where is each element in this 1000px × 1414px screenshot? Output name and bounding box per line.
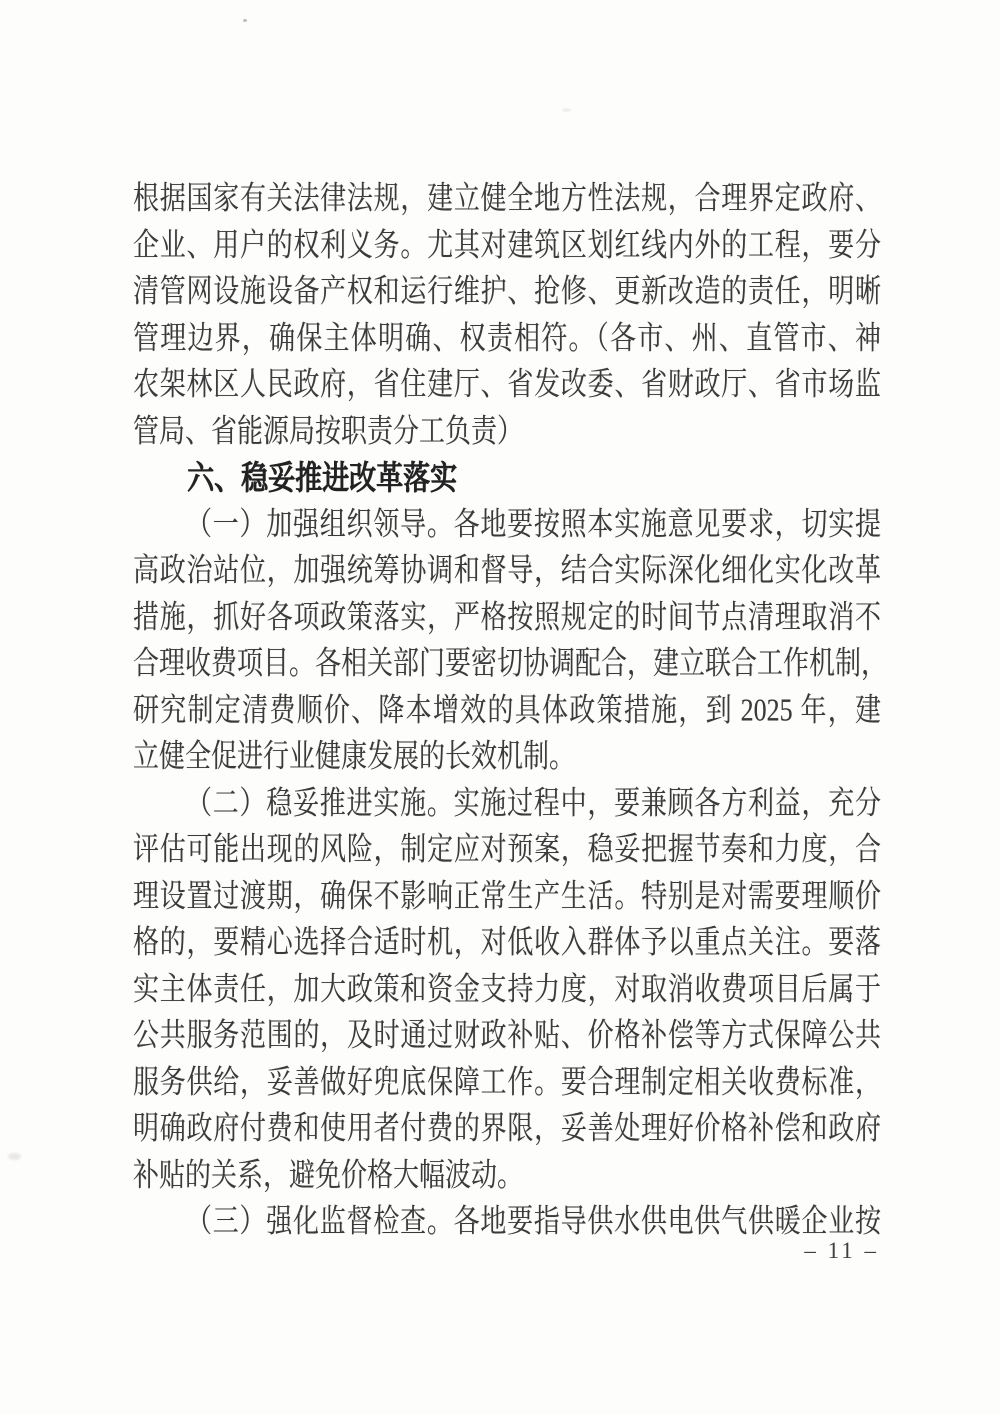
scan-smudge-artifact bbox=[562, 108, 571, 112]
text-line: 高政治站位，加强统筹协调和督导，结合实际深化细化实化改革 bbox=[133, 552, 881, 589]
text-line: （一）加强组织领导。各地要按照本实施意见要求，切实提 bbox=[186, 506, 881, 542]
section-heading: 六、稳妥推进改革落实 bbox=[187, 459, 457, 497]
text-line: 立健全促进行业健康发展的长效机制。 bbox=[133, 738, 576, 775]
text-line: 根据国家有关法律法规，建立健全地方性法规，合理界定政府、 bbox=[133, 180, 881, 217]
text-line: （二）稳妥推进实施。实施过程中，要兼顾各方利益，充分 bbox=[186, 785, 881, 821]
text-line: 管局、省能源局按职责分工负责） bbox=[133, 413, 524, 449]
text-line: 措施，抓好各项政策落实，严格按照规定的时间节点清理取消不 bbox=[133, 599, 881, 635]
scan-edge-smudge-artifact bbox=[8, 1153, 21, 1160]
text-line: （三）强化监督检查。各地要指导供水供电供气供暖企业按 bbox=[186, 1203, 881, 1240]
text-line: 实主体责任，加大政策和资金支持力度，对取消收费项目后属于 bbox=[133, 971, 881, 1007]
text-line: 研究制定清费顺价、降本增效的具体政策措施，到 2025 年，建 bbox=[133, 692, 881, 728]
text-line: 服务供给，妥善做好兜底保障工作。要合理制定相关收费标准， bbox=[133, 1064, 881, 1100]
text-line: 农架林区人民政府，省住建厅、省发改委、省财政厅、省市场监 bbox=[133, 366, 881, 403]
text-line: 清管网设施设备产权和运行维护、抢修、更新改造的责任，明晰 bbox=[133, 273, 881, 310]
text-line: 合理收费项目。各相关部门要密切协调配合，建立联合工作机制， bbox=[133, 645, 888, 682]
page-number: – 11 – bbox=[804, 1238, 879, 1263]
document-body bbox=[133, 176, 888, 1246]
text-line: 企业、用户的权利义务。尤其对建筑区划红线内外的工程，要分 bbox=[133, 227, 881, 263]
text-line: 格的，要精心选择合适时机，对低收入群体予以重点关注。要落 bbox=[133, 924, 881, 961]
text-line: 管理边界，确保主体明确、权责相符。（各市、州、直管市、神 bbox=[133, 320, 881, 356]
text-line: 补贴的关系，避免价格大幅波动。 bbox=[133, 1157, 524, 1193]
text-line: 明确政府付费和使用者付费的界限，妥善处理好价格补偿和政府 bbox=[133, 1110, 881, 1147]
scan-speck-artifact bbox=[243, 19, 247, 22]
text-line: 评估可能出现的风险，制定应对预案，稳妥把握节奏和力度，合 bbox=[133, 831, 881, 868]
text-line: 理设置过渡期，确保不影响正常生产生活。特别是对需要理顺价 bbox=[133, 878, 881, 914]
text-line: 公共服务范围的，及时通过财政补贴、价格补偿等方式保障公共 bbox=[133, 1017, 881, 1054]
